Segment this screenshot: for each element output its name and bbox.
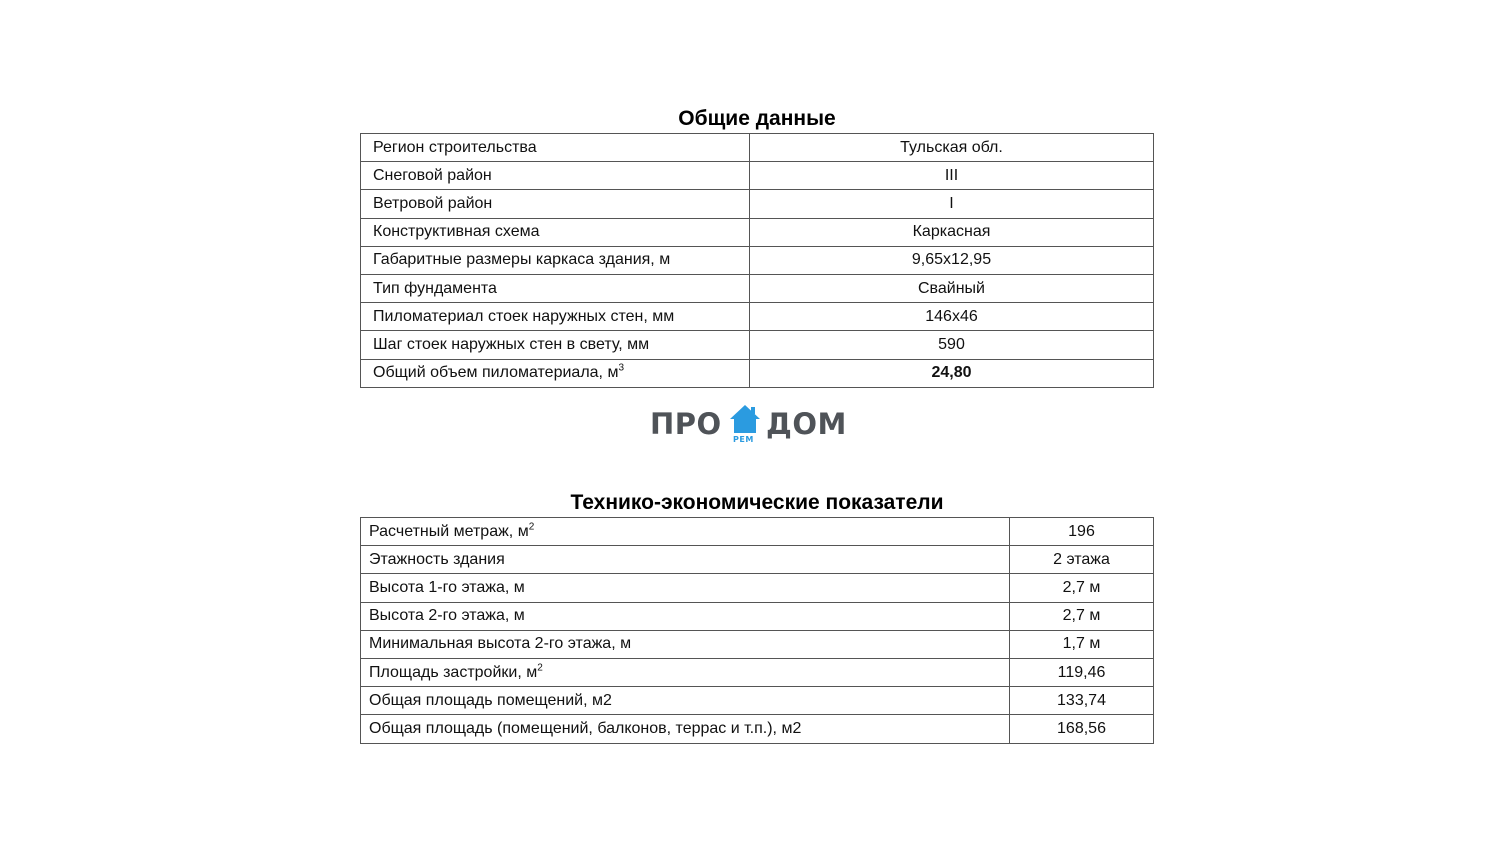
- row-label: Тип фундамента: [361, 274, 750, 302]
- table-row: [361, 162, 1154, 190]
- row-label: Габаритные размеры каркаса здания, м: [361, 246, 750, 274]
- table-row: [361, 274, 1154, 302]
- row-value: I: [750, 190, 1154, 218]
- row-label-cell: [361, 658, 1010, 686]
- logo-text-small: РЕМ: [733, 435, 754, 444]
- tep-title: Технико-экономические показатели: [570, 491, 944, 514]
- general-data-table: [360, 133, 1154, 388]
- row-value: 1,7 м: [1010, 630, 1154, 658]
- row-value: 119,46: [1010, 658, 1154, 686]
- unit-exponent: 3: [618, 362, 624, 374]
- table-row: [361, 630, 1154, 658]
- table-row: [361, 134, 1154, 162]
- unit-exponent: 2: [528, 521, 535, 533]
- row-label: Регион строительства: [361, 134, 750, 162]
- row-value: 133,74: [1010, 687, 1154, 715]
- row-label: Конструктивная схема: [361, 218, 750, 246]
- row-value: Каркасная: [750, 218, 1154, 246]
- table-row: [361, 190, 1154, 218]
- row-label: Высота 2-го этажа, м: [361, 602, 1010, 630]
- tep-table: [360, 517, 1154, 744]
- row-value: Свайный: [750, 274, 1154, 302]
- row-label: Расчетный метраж, м: [369, 522, 529, 540]
- table-row: [361, 218, 1154, 246]
- logo-text-left: ПРО: [650, 407, 722, 441]
- table-row: [361, 546, 1154, 574]
- row-label: Минимальная высота 2-го этажа, м: [361, 630, 1010, 658]
- row-value: III: [750, 162, 1154, 190]
- row-value: 2,7 м: [1010, 574, 1154, 602]
- house-icon: [729, 404, 761, 436]
- row-label: Высота 1-го этажа, м: [361, 574, 1010, 602]
- logo-text-right: ДОМ: [766, 407, 847, 441]
- table-row: [361, 246, 1154, 274]
- row-label: Пиломатериал стоек наружных стен, мм: [361, 303, 750, 331]
- pro-dom-logo: [650, 404, 850, 448]
- row-label-cell: [361, 359, 750, 387]
- table-row: [361, 574, 1154, 602]
- table-row: [361, 687, 1154, 715]
- row-label: Общая площадь помещений, м2: [361, 687, 1010, 715]
- row-label: Общая площадь (помещений, балконов, террас и т.п.), м2: [361, 715, 1010, 743]
- table-row: [361, 359, 1154, 387]
- row-value: 168,56: [1010, 715, 1154, 743]
- total-lumber-value: 24,80: [750, 359, 1154, 387]
- row-label: Общий объем пиломатериала, м: [373, 364, 619, 382]
- table-row: [361, 602, 1154, 630]
- general-data-title: Общие данные: [678, 107, 836, 130]
- table-row: [361, 518, 1154, 546]
- row-value: 2 этажа: [1010, 546, 1154, 574]
- unit-exponent: 2: [537, 662, 543, 674]
- row-value: 146х46: [750, 303, 1154, 331]
- row-value: Тульская обл.: [750, 134, 1154, 162]
- row-label-cell: [361, 518, 1010, 546]
- row-value: 196: [1010, 518, 1154, 546]
- row-value: 590: [750, 331, 1154, 359]
- table-row: [361, 331, 1154, 359]
- row-value: 9,65х12,95: [750, 246, 1154, 274]
- table-row: [361, 303, 1154, 331]
- table-row: [361, 658, 1154, 686]
- row-label: Снеговой район: [361, 162, 750, 190]
- row-value: 2,7 м: [1010, 602, 1154, 630]
- table-row: [361, 715, 1154, 743]
- row-label: Площадь застройки, м: [369, 663, 538, 681]
- row-label: Этажность здания: [361, 546, 1010, 574]
- row-label: Шаг стоек наружных стен в свету, мм: [361, 331, 750, 359]
- row-label: Ветровой район: [361, 190, 750, 218]
